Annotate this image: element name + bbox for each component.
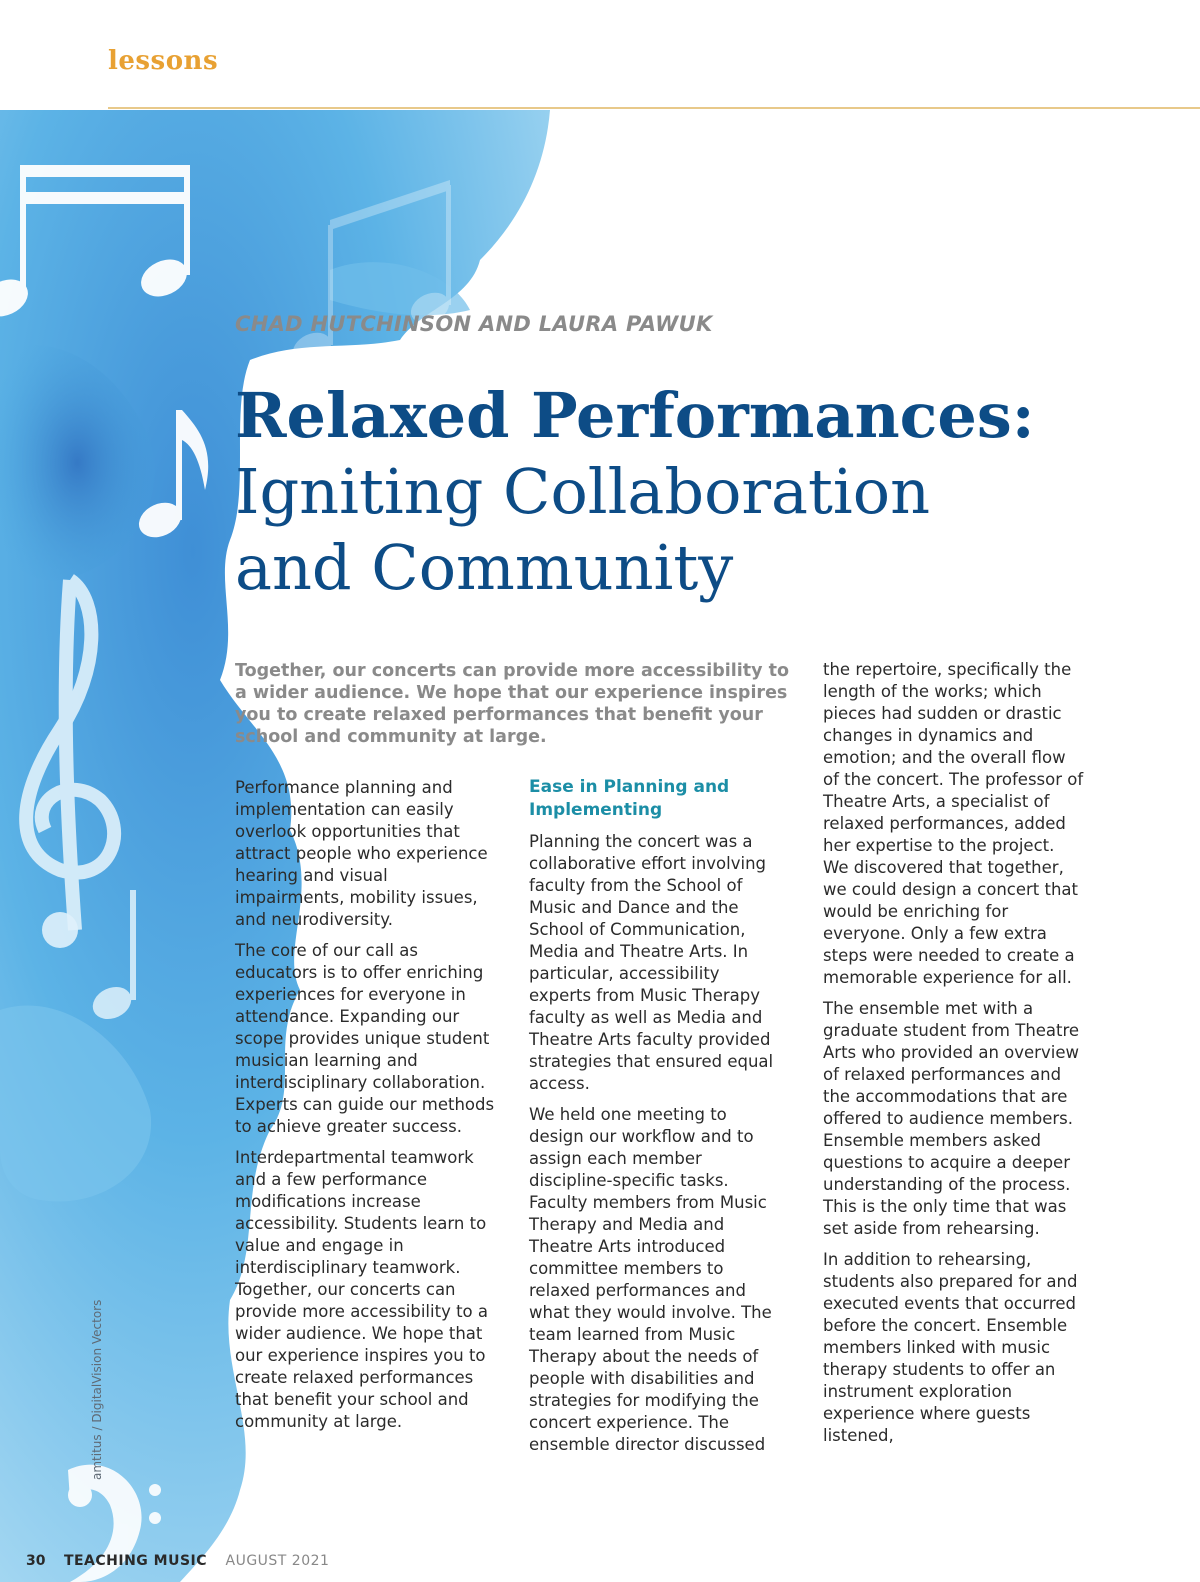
image-credit: amtitus / DigitalVision Vectors	[90, 1299, 104, 1480]
paragraph: We held one meeting to design our workflow and to assign each member discipline-specific tasks. Faculty members from Music Therapy and Media and Theatre Arts introduced committee members to relaxed performances and what they would involve. The team learned from Music Therapy about the needs of people with disabilities and strategies for modifying the concert experience. The ensemble director discussed	[529, 1105, 772, 1454]
article-title	[235, 378, 1175, 606]
byline: CHAD HUTCHINSON AND LAURA PAWUK	[235, 312, 713, 336]
magazine-name: TEACHING MUSIC	[63, 1553, 208, 1569]
paragraph: Performance planning and implementation can easily overlook opportunities that attract people who experience hearing and visual impairments, mobility issues, and neurodiversity.	[235, 778, 488, 929]
header-divider	[108, 107, 1200, 109]
title-line-3: and Community	[235, 531, 734, 604]
issue-date: AUGUST 2021	[225, 1553, 330, 1569]
column-3	[823, 659, 1085, 1456]
paragraph: The ensemble met with a graduate student from Theatre Arts who provided an overview of relaxed performances and the accommodations that are offered to audience members. Ensemble members asked questions to acquire a deeper understanding of the process. This is the only time that was set aside from rehearsing.	[823, 999, 1080, 1238]
column-2	[529, 776, 781, 1465]
paragraph: the repertoire, specifically the length of the works; which pieces had sudden or drastic changes in dynamics and emotion; and the overall flow of the concert. The professor of Theatre Arts, a specialist of relaxed performances, added her expertise to the project. We discovered that together, we could design a concert that would be enriching for everyone. Only a few extra steps were needed to create a memorable experience for all.	[823, 660, 1084, 987]
title-line-1: Relaxed Performances:	[235, 379, 1035, 452]
page-footer	[26, 1553, 329, 1569]
page-number: 30	[26, 1553, 46, 1569]
section-heading: Ease in Planning and Implementing	[529, 777, 730, 820]
paragraph: Planning the concert was a collaborative effort involving faculty from the School of Music and Dance and the School of Communication, Media and Theatre Arts. In particular, accessibility experts from Music Therapy faculty as well as Media and Theatre Arts faculty provided strategies that ensured equal access.	[529, 832, 774, 1093]
title-line-2: Igniting Collaboration	[235, 455, 931, 528]
column-1	[235, 777, 497, 1442]
lead-paragraph: Together, our concerts can provide more accessibility to a wider audience. We hope that our experience inspires you to create relaxed performances that benefit your school and community at large.	[235, 661, 790, 747]
paragraph: In addition to rehearsing, students also prepared for and executed events that occurred before the concert. Ensemble members linked with music therapy students to offer an instrument exploration experience where guests listened,	[823, 1250, 1078, 1445]
paragraph: The core of our call as educators is to offer enriching experiences for everyone in attendance. Expanding our scope provides unique student musician learning and interdisciplinary collaboration. Experts can guide our methods to achieve greater success.	[235, 941, 495, 1136]
section-label: lessons	[108, 46, 219, 76]
paragraph: Interdepartmental teamwork and a few performance modifications increase accessibility. Students learn to value and engage in interdisciplinary teamwork. Together, our concerts can provide more accessibility to a wider audience. We hope that our experience inspires you to create relaxed performances that benefit your school and community at large.	[235, 1148, 489, 1431]
